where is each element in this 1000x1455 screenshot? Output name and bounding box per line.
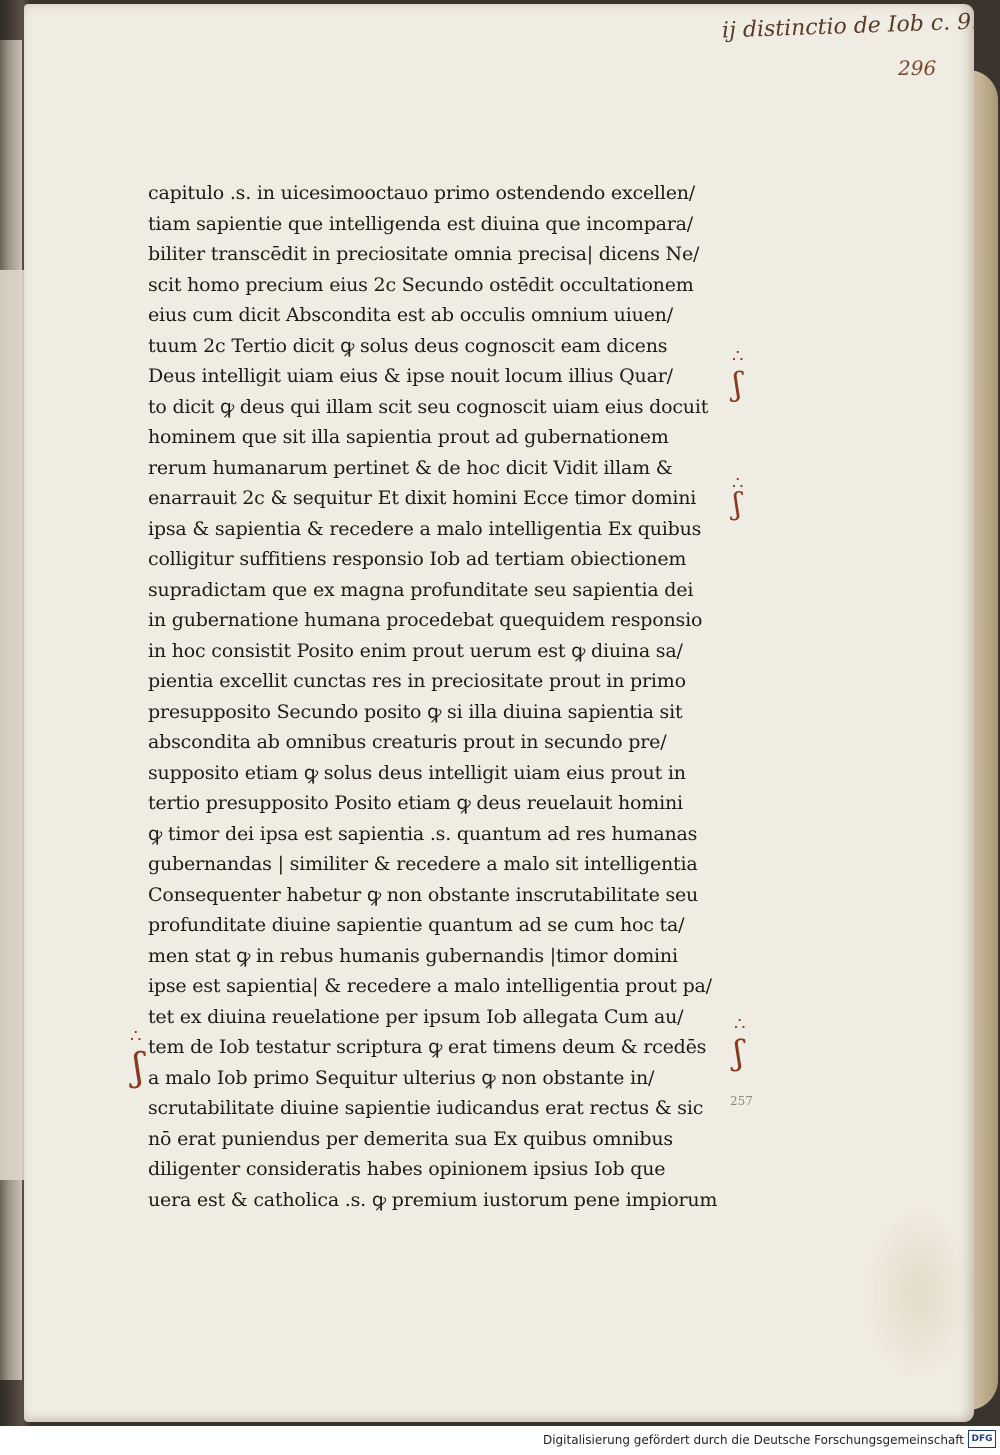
text-line: nō erat puniendus per demerita sua Ex quibus omnibus bbox=[148, 1127, 673, 1150]
text-line: presupposito Secundo posito ꝙ si illa diuina sapientia sit bbox=[148, 700, 683, 723]
dfg-logo-icon: DFG bbox=[968, 1430, 996, 1448]
text-line: ipsa & sapientia & recedere a malo intelligentia Ex quibus bbox=[148, 517, 702, 540]
text-line: men stat ꝙ in rebus humanis gubernandis |timor domini bbox=[148, 944, 678, 967]
text-line: scit homo precium eius 2c Secundo ostēdit occultationem bbox=[148, 273, 694, 296]
text-line: pientia excellit cunctas res in preciositate prout in primo bbox=[148, 670, 686, 692]
rubric-mark-icon: ∴ bbox=[130, 1026, 142, 1047]
text-line: tiam sapientie que intelligenda est diuina que incompara/ bbox=[148, 212, 693, 235]
text-line: Consequenter habetur ꝙ non obstante inscrutabilitate seu bbox=[148, 883, 699, 906]
text-line: in gubernatione humana procedebat quequidem responsio bbox=[148, 609, 703, 631]
text-line: tuum 2c Tertio dicit ꝙ solus deus cognoscit eam dicens bbox=[148, 334, 668, 357]
text-line: hominem que sit illa sapientia prout ad gubernationem bbox=[148, 426, 669, 448]
text-line: colligitur suffitiens responsio Iob ad tertiam obiectionem bbox=[148, 548, 687, 570]
rubric-mark-icon: ∴ bbox=[734, 1014, 746, 1035]
text-line: enarrauit 2c & sequitur Et dixit homini Ecce timor domini bbox=[148, 487, 697, 509]
text-line: ipse est sapientia| & recedere a malo intelligentia prout pa/ bbox=[148, 975, 712, 997]
footer-credit: Digitalisierung gefördert durch die Deutsche Forschungsgemeinschaft bbox=[542, 1433, 964, 1447]
text-line: in hoc consistit Posito enim prout uerum est ꝙ diuina sa/ bbox=[148, 639, 683, 662]
text-line: tertio presupposito Posito etiam ꝙ deus reuelauit homini bbox=[148, 792, 683, 814]
text-line: gubernandas | similiter & recedere a malo sit intelligentia bbox=[148, 853, 698, 875]
text-line: abscondita ab omnibus creaturis prout in secundo pre/ bbox=[148, 731, 667, 753]
text-line: tem de Iob testatur scriptura ꝙ erat timens deum & rcedēs bbox=[148, 1036, 707, 1058]
text-line: scrutabilitate diuine sapientie iudicandus erat rectus & sic bbox=[148, 1097, 704, 1119]
text-line: biliter transcēdit in preciositate omnia precisa| dicens Ne/ bbox=[148, 243, 700, 265]
rubric-bracket-icon: ʃ bbox=[133, 1045, 144, 1089]
text-line: capitulo .s. in uicesimooctauo primo ostendendo excellen/ bbox=[148, 182, 695, 204]
text-line: eius cum dicit Abscondita est ab occulis omnium uiuen/ bbox=[148, 304, 673, 326]
rubric-bracket-icon: ʃ bbox=[733, 365, 742, 403]
text-line: uera est & catholica .s. ꝙ premium iustorum pene impiorum bbox=[148, 1188, 718, 1211]
rubric-bracket-icon: ʃ bbox=[734, 1033, 744, 1073]
pencil-margin-note: 257 bbox=[730, 1094, 753, 1108]
text-line: a malo Iob primo Sequitur ulterius ꝙ non obstante in/ bbox=[148, 1066, 655, 1089]
text-line: ꝙ timor dei ipsa est sapientia .s. quantum ad res humanas bbox=[148, 822, 698, 845]
text-line: rerum humanarum pertinet & de hoc dicit Vidit illam & bbox=[148, 456, 673, 479]
text-line: to dicit ꝙ deus qui illam scit seu cognoscit uiam eius docuit bbox=[148, 395, 709, 418]
text-line: profunditate diuine sapientie quantum ad se cum hoc ta/ bbox=[148, 914, 685, 936]
rubric-bracket-icon: ʃ bbox=[733, 487, 742, 522]
folio-number: 296 bbox=[898, 56, 937, 80]
rubric-mark-icon: ∴ bbox=[732, 346, 744, 367]
text-line: Deus intelligit uiam eius & ipse nouit locum illius Quar/ bbox=[148, 365, 673, 387]
text-line: diligenter consideratis habes opinionem ipsius Iob que bbox=[148, 1158, 666, 1180]
paper-stain bbox=[864, 1204, 974, 1384]
text-line: tet ex diuina reuelatione per ipsum Iob allegata Cum au/ bbox=[148, 1005, 684, 1028]
left-page-strip bbox=[0, 270, 26, 1180]
text-line: supposito etiam ꝙ solus deus intelligit uiam eius prout in bbox=[148, 761, 686, 784]
rubric-mark-icon: ∴ bbox=[732, 473, 744, 494]
handwritten-header-note: ij distinctio de Iob c. 9. bbox=[721, 9, 979, 44]
text-line: supradictam que ex magna profunditate seu sapientia dei bbox=[148, 578, 694, 601]
printed-text-block bbox=[148, 178, 748, 1215]
